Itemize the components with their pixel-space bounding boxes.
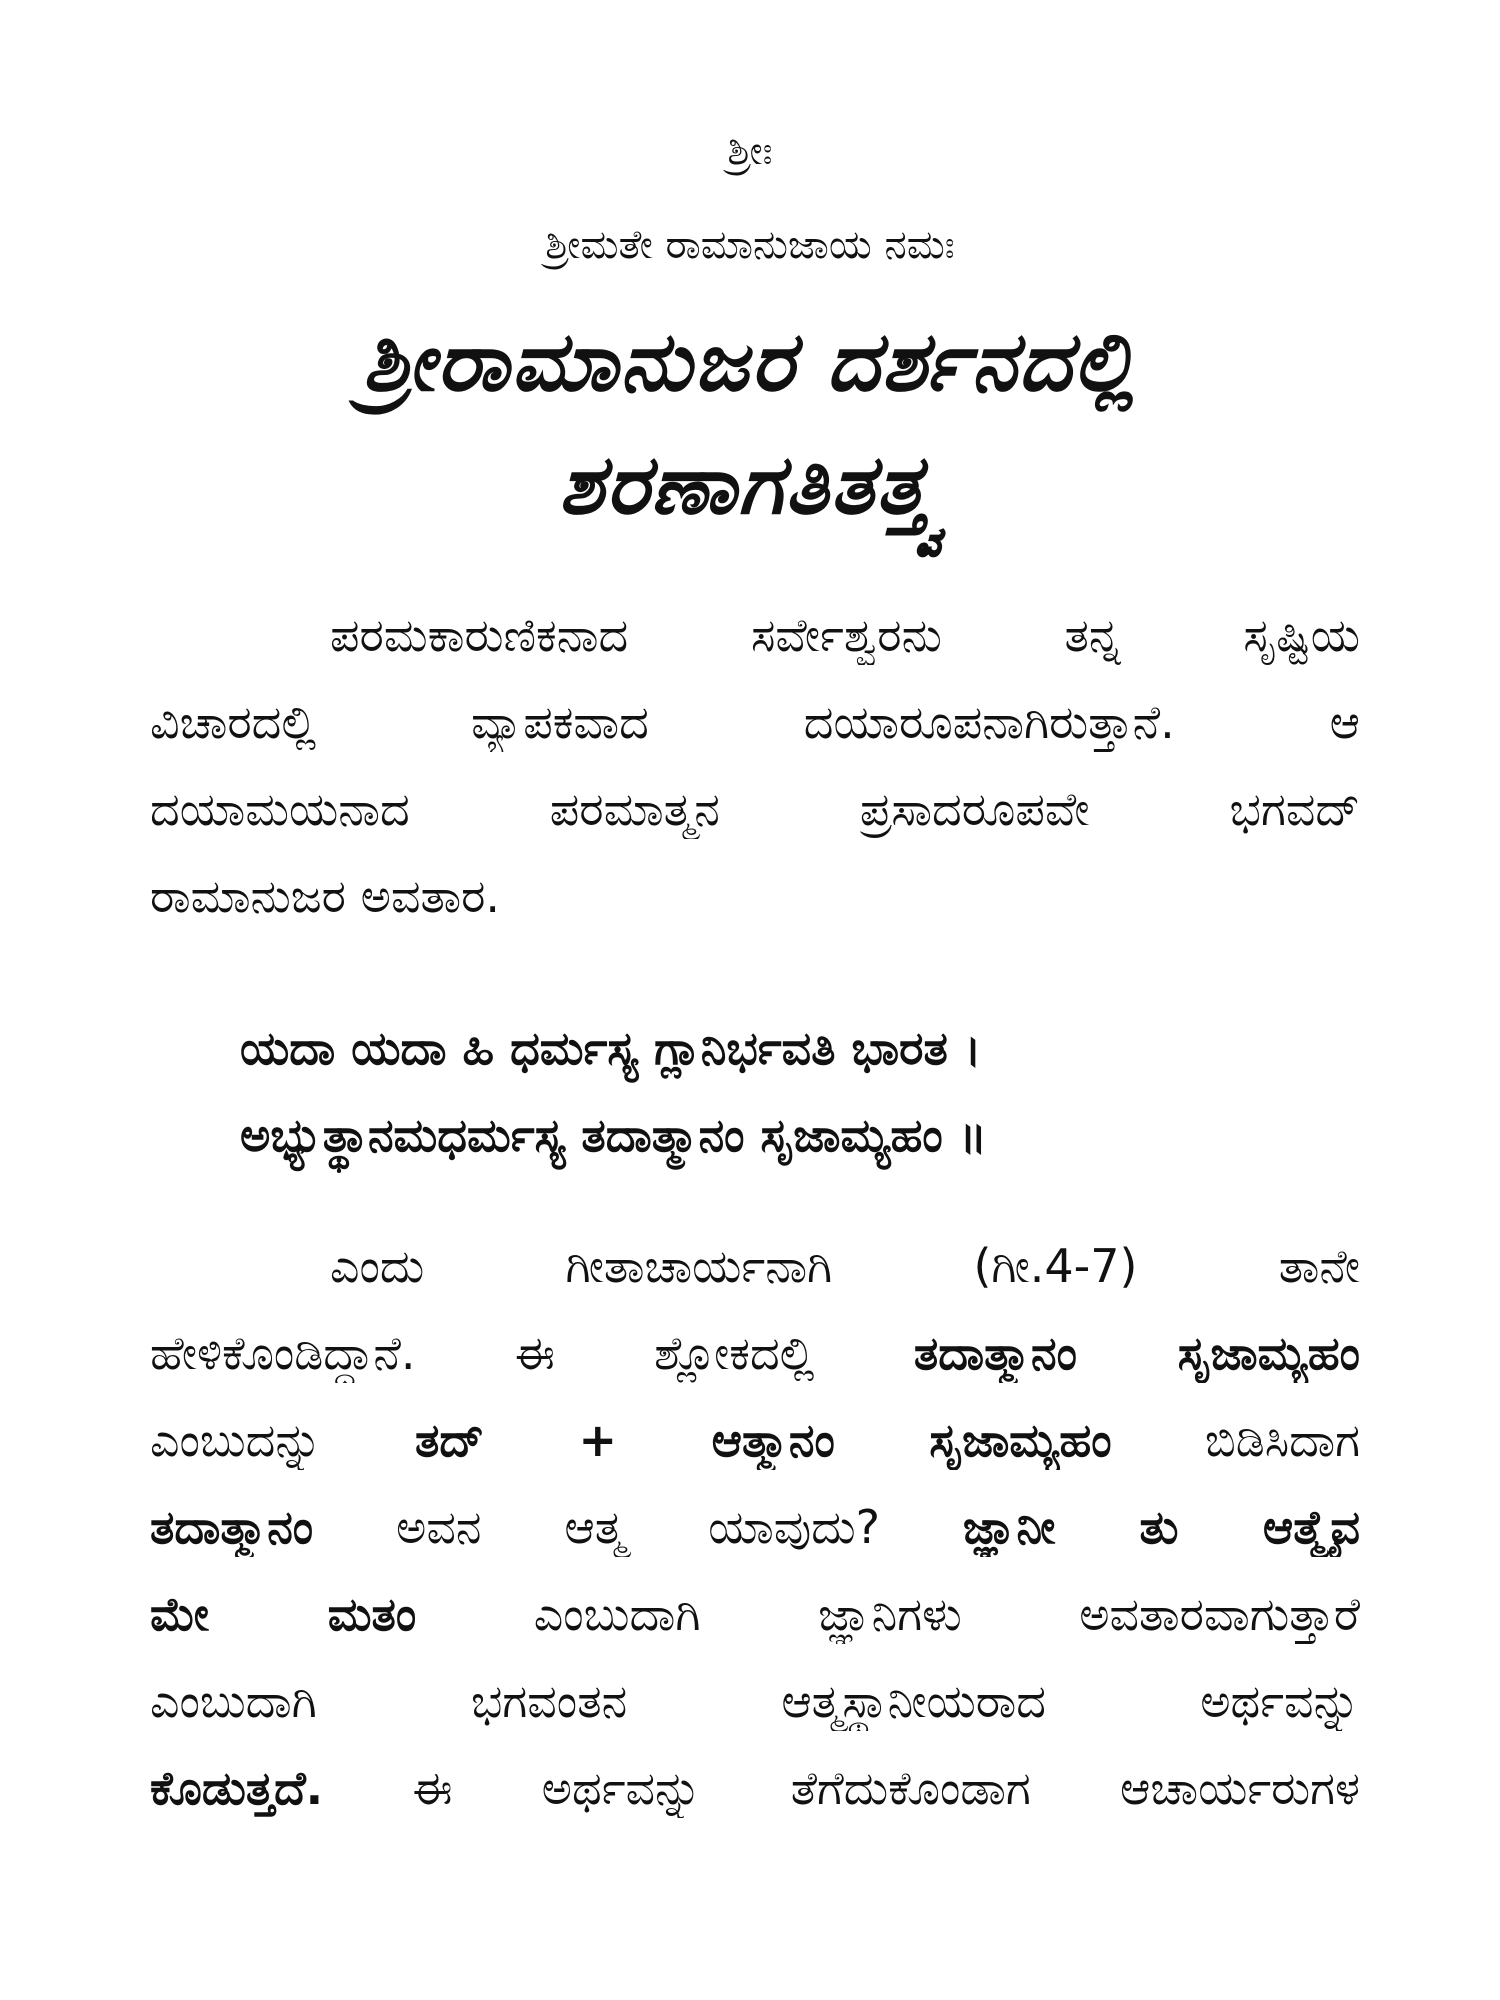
paragraph-2-line-4: [150, 1497, 1360, 1557]
bold-term: ತದ್ + ಆತ್ಮಾನಂ ಸೃಜಾಮ್ಯಹಂ: [414, 1413, 1112, 1467]
text-run: ಬಿಡಿಸಿದಾಗ: [1111, 1413, 1360, 1467]
verse-line-1: ಯದಾ ಯದಾ ಹಿ ಧರ್ಮಸ್ಯ ಗ್ಲಾನಿರ್ಭವತಿ ಭಾರತ ।: [240, 1021, 982, 1075]
paragraph-1-line-1: ಪರಮಕಾರುಣಿಕನಾದ ಸರ್ವೇಶ್ವರನು ತನ್ನ ಸೃಷ್ಟಿಯ: [330, 608, 1360, 662]
invocation-shrih: ಶ್ರೀಃ: [727, 128, 773, 174]
bold-term: ಜ್ಞಾನೀ ತು ಆತ್ಮೈವ: [962, 1500, 1360, 1554]
text-run: ಅವನ ಆತ್ಮ ಯಾವುದು?: [313, 1500, 963, 1554]
title-line-1: ಶ್ರೀರಾಮಾನುಜರ ದರ್ಶನದಲ್ಲಿ: [362, 315, 1138, 410]
invocation-ramanuja: ಶ್ರೀಮತೇ ರಾಮಾನುಜಾಯ ನಮಃ: [545, 222, 955, 268]
paragraph-2-line-3: [150, 1410, 1360, 1470]
bold-term: ತದಾತ್ಮಾನಂ ಸೃಜಾಮ್ಯಹಂ: [913, 1326, 1360, 1380]
paragraph-2-line-1: ಎಂದು ಗೀತಾಚಾರ್ಯನಾಗಿ (ಗೀ.4-7) ತಾನೇ: [330, 1239, 1360, 1293]
paragraph-1-line-3: ದಯಾಮಯನಾದ ಪರಮಾತ್ಮನ ಪ್ರಸಾದರೂಪವೇ ಭಗವದ್: [150, 782, 1360, 836]
paragraph-1-line-2: ವಿಚಾರದಲ್ಲಿ ವ್ಯಾಪಕವಾದ ದಯಾರೂಪನಾಗಿರುತ್ತಾನೆ. ಆ: [150, 695, 1360, 749]
text-run: ಈ ಅರ್ಥವನ್ನು ತೆಗೆದುಕೊಂಡಾಗ ಆಚಾರ್ಯರುಗಳ: [323, 1761, 1360, 1815]
title-line-2: ಶರಣಾಗತಿತತ್ತ್ವ: [558, 438, 942, 533]
paragraph-1-line-4: ರಾಮಾನುಜರ ಅವತಾರ.: [150, 869, 501, 923]
paragraph-2-line-7: [150, 1758, 1360, 1818]
verse-line-2: ಅಭ್ಯುತ್ಥಾನಮಧರ್ಮಸ್ಯ ತದಾತ್ಮಾನಂ ಸೃಜಾಮ್ಯಹಂ ॥: [240, 1108, 987, 1162]
text-run: ಎಂಬುದನ್ನು: [150, 1413, 415, 1467]
bold-term: ತದಾತ್ಮಾನಂ: [150, 1500, 314, 1554]
paragraph-2-line-2: [150, 1323, 1360, 1383]
bold-term: ಮೇ ಮತಂ: [150, 1587, 417, 1641]
text-run: ಹೇಳಿಕೊಂಡಿದ್ದಾನೆ. ಈ ಶ್ಲೋಕದಲ್ಲಿ: [150, 1326, 914, 1380]
text-run: ಎಂಬುದಾಗಿ ಜ್ಞಾನಿಗಳು ಅವತಾರವಾಗುತ್ತಾರೆ: [416, 1587, 1360, 1641]
bold-term: ಕೊಡುತ್ತದೆ.: [150, 1761, 324, 1815]
paragraph-2-line-6: ಎಂಬುದಾಗಿ ಭಗವಂತನ ಆತ್ಮಸ್ಥಾನೀಯರಾದ ಅರ್ಥವನ್ನು: [150, 1674, 1360, 1728]
paragraph-2-line-5: [150, 1584, 1360, 1644]
